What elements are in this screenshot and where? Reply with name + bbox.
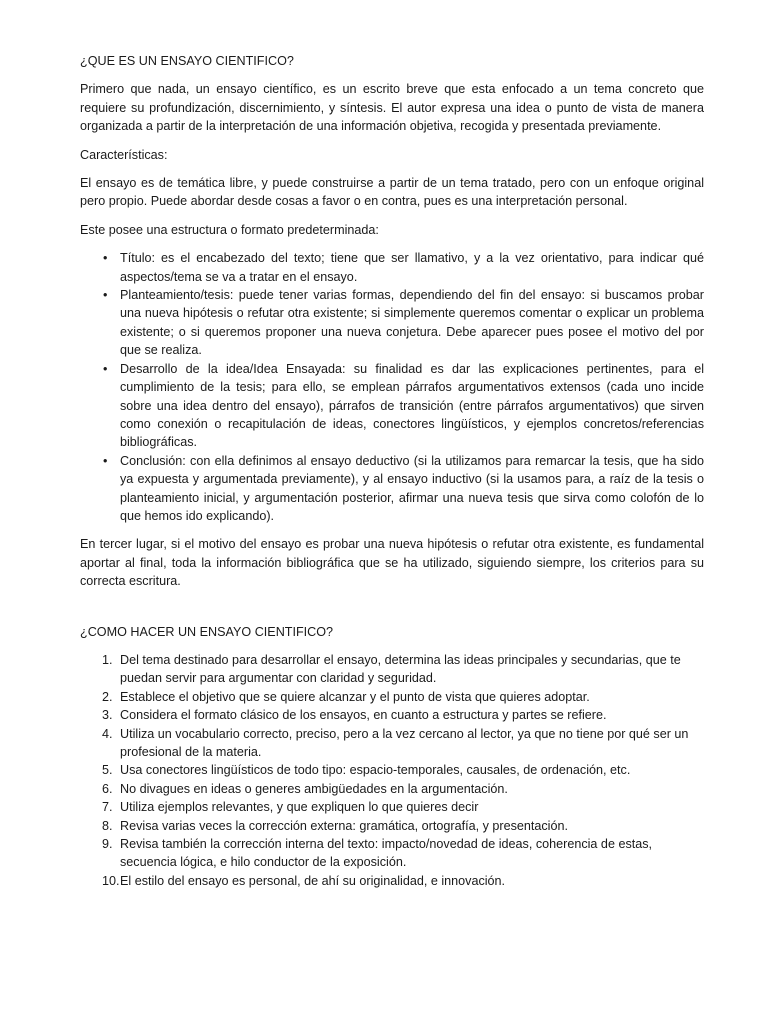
step-item <box>80 688 704 706</box>
step-item <box>80 872 704 890</box>
step-item <box>80 761 704 779</box>
bullet-item-planteamiento <box>80 286 704 360</box>
step-number: 3. <box>102 708 113 723</box>
step-text: Establece el objetivo que se quiere alcanzar y el punto de vista que quieres adoptar. <box>120 689 590 704</box>
bullet-icon: • <box>103 251 108 266</box>
bullet-icon: • <box>103 361 108 376</box>
bullet-text: Desarrollo de la idea/Idea Ensayada: su finalidad es dar las explicaciones pertinentes, para el cumplimiento de la tesis; para ello, se emplean párrafos argumentativos extensos (cada uno incide sobre una idea dentro del ensayo), párrafos de transición (entre párrafos argumentativos) que sirven como conexión o recapitulación de ideas, conectores lingüísticos, y ejemplos concretos/referencias bibliográficas. <box>120 361 704 450</box>
steps-numbered-list <box>80 651 704 890</box>
bullet-icon: • <box>103 453 108 468</box>
step-text: Utiliza un vocabulario correcto, preciso, pero a la vez cercano al lector, ya que no tiene por qué ser un profesional de la materia. <box>120 726 689 759</box>
caracteristicas-paragraph: El ensayo es de temática libre, y puede construirse a partir de un tema tratado, pero con un enfoque original pero propio. Puede abordar desde cosas a favor o en contra, pues es una interpretación personal. <box>80 176 704 209</box>
step-number: 2. <box>102 689 113 704</box>
caracteristicas-label: Características: <box>80 147 168 162</box>
step-item <box>80 706 704 724</box>
step-text: Utiliza ejemplos relevantes, y que expliquen lo que quieres decir <box>120 800 479 815</box>
step-item <box>80 780 704 798</box>
section-spacer <box>80 601 704 623</box>
step-number: 1. <box>102 652 113 667</box>
step-text: Revisa también la corrección interna del texto: impacto/novedad de ideas, coherencia de estas, secuencia lógica, e hilo conductor de la exposición. <box>120 837 653 870</box>
tercer-lugar-paragraph: En tercer lugar, si el motivo del ensayo es probar una nueva hipótesis o refutar otra existente, es fundamental aportar al final, toda la información bibliográfica que se ha utilizado, siguiendo siempre, los criterios para su correcta escritura. <box>80 537 704 589</box>
step-text: Revisa varias veces la corrección externa: gramática, ortografía, y presentación. <box>120 818 568 833</box>
bullet-text: Conclusión: con ella definimos al ensayo deductivo (si la utilizamos para remarcar la tesis, que ha sido ya expuesta y argumentada previamente), y al ensayo inductivo (si la usamos para, a raíz de la tesis o planteamiento inicial, y argumentación posterior, afirmar una nueva tesis que sirva como colofón de lo que hemos ido explicando). <box>120 453 704 523</box>
section-title-como-hacer: ¿COMO HACER UN ENSAYO CIENTIFICO? <box>80 624 334 639</box>
structure-bullet-list <box>80 249 704 525</box>
step-number: 9. <box>102 837 113 852</box>
bullet-item-titulo <box>80 249 704 286</box>
step-text: El estilo del ensayo es personal, de ahí su originalidad, e innovación. <box>120 873 506 888</box>
step-item <box>80 725 704 762</box>
bullet-item-conclusion <box>80 452 704 526</box>
intro-paragraph: Primero que nada, un ensayo científico, es un escrito breve que esta enfocado a un tema concreto que requiere su profundización, discernimiento, y síntesis. El autor expresa una idea o punto de vista de manera organizada a partir de la interpretación de una información objetiva, recogida y presentada previamente. <box>80 82 704 134</box>
bullet-text: Planteamiento/tesis: puede tener varias formas, dependiendo del fin del ensayo: si buscamos probar una nueva hipótesis o refutar otra existente; si simplemente queremos comentar o explicar un problema existente; o si queremos proponer una nueva conjetura. Debe aparecer pues posee el motivo del por que se realiza. <box>120 288 704 358</box>
estructura-label: Este posee una estructura o formato predeterminada: <box>80 222 379 237</box>
bullet-item-desarrollo <box>80 360 704 452</box>
step-text: No divagues en ideas o generes ambigüedades en la argumentación. <box>120 781 508 796</box>
step-item <box>80 798 704 816</box>
step-item <box>80 835 704 872</box>
step-number: 8. <box>102 818 113 833</box>
step-number: 6. <box>102 781 113 796</box>
step-item <box>80 817 704 835</box>
step-text: Considera el formato clásico de los ensayos, en cuanto a estructura y partes se refiere. <box>120 708 607 723</box>
step-number: 7. <box>102 800 113 815</box>
step-number: 10. <box>102 873 120 888</box>
step-text: Usa conectores lingüísticos de todo tipo: espacio-temporales, causales, de ordenación, etc. <box>120 763 631 778</box>
step-text: Del tema destinado para desarrollar el ensayo, determina las ideas principales y secundarias, que te puedan servir para argumentar con claridad y seguridad. <box>120 652 681 686</box>
bullet-icon: • <box>103 288 108 303</box>
step-number: 4. <box>102 726 113 741</box>
step-item <box>80 651 704 688</box>
section-title-que-es: ¿QUE ES UN ENSAYO CIENTIFICO? <box>80 54 294 68</box>
bullet-text: Título: es el encabezado del texto; tiene que ser llamativo, y a la vez orientativo, para indicar qué aspectos/tema se va a tratar en el ensayo. <box>120 251 704 284</box>
step-number: 5. <box>102 763 113 778</box>
